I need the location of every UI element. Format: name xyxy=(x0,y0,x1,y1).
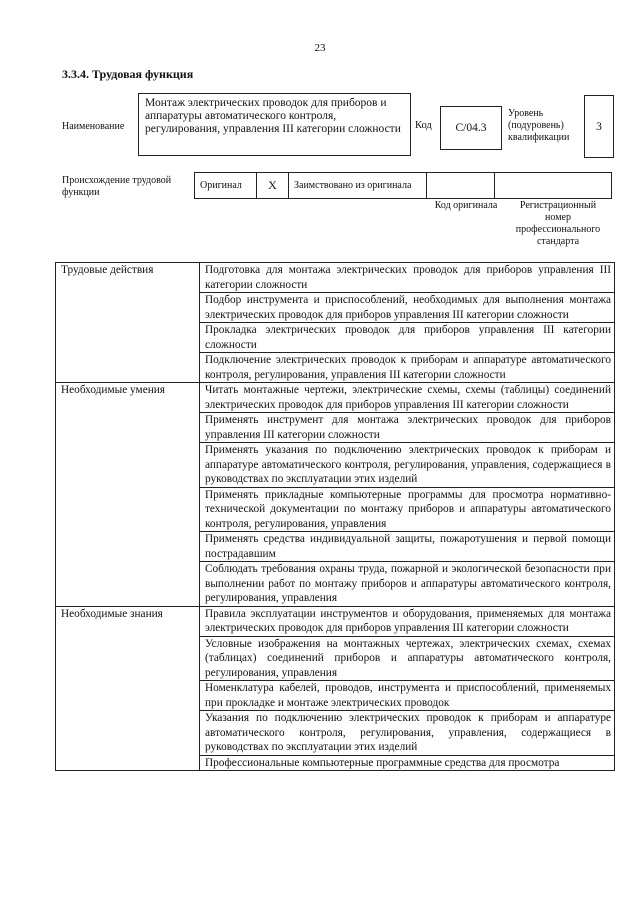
table-row xyxy=(56,263,615,293)
code-value: С/04.3 xyxy=(440,106,502,150)
code-original-cell xyxy=(427,173,495,199)
original-label: Оригинал xyxy=(195,173,257,199)
section-title: 3.3.4. Трудовая функция xyxy=(62,67,194,81)
level-label xyxy=(508,108,578,144)
section-heading: Необходимые умения xyxy=(56,383,200,607)
section-heading: Трудовые действия xyxy=(56,263,200,383)
table-cell: Номенклатура кабелей, проводов, инструмента и приспособлений, применяемых при прокладке и монтаже электрических проводок xyxy=(200,681,615,711)
name-value: Монтаж электрических проводок для приборов и аппаратуры автоматического контроля, регулирования, управления III категории сложности xyxy=(138,93,411,156)
original-mark: X xyxy=(257,173,289,199)
table-cell: Соблюдать требования охраны труда, пожарной и экологической безопасности при выполнении работ по монтажу приборов и аппаратуры автоматического контроля, регулирования, управления xyxy=(200,562,615,607)
table-cell: Применять средства индивидуальной защиты, пожаротушения и первой помощи пострадавшим xyxy=(200,532,615,562)
table-cell: Профессиональные компьютерные программные средства для просмотра xyxy=(200,755,615,771)
origin-label: Происхождение трудовой функции xyxy=(62,175,172,198)
table-cell: Условные изображения на монтажных чертежах, электрических схемах, схемах (таблицах) соединений приборов и аппаратуры автоматического контроля, регулирования, управления xyxy=(200,636,615,681)
code-label: Код xyxy=(415,120,432,131)
code-original-label: Код оригинала xyxy=(434,200,498,211)
table-row xyxy=(56,383,615,413)
table-cell: Прокладка электрических проводок для приборов управления III категории сложности xyxy=(200,323,615,353)
table-row xyxy=(56,606,615,636)
reg-number-label: Регистрационный номер профессионального стандарта xyxy=(515,200,601,247)
table-cell: Применять прикладные компьютерные программы для просмотра нормативно-технической документации по монтажу приборов и аппаратуры автоматического контроля, регулирования, управления xyxy=(200,487,615,532)
reg-number-cell xyxy=(495,173,612,199)
table-cell: Применять инструмент для монтажа электрических проводок для приборов управления III категории сложности xyxy=(200,413,615,443)
level-label-text: Уровень (подуровень) квалификации xyxy=(508,108,570,143)
borrowed-label: Заимствовано из оригинала xyxy=(289,173,427,199)
level-value: 3 xyxy=(584,95,614,158)
page-number: 23 xyxy=(314,42,326,54)
origin-table xyxy=(194,172,612,199)
table-cell: Подбор инструмента и приспособлений, необходимых для выполнения монтажа электрических проводок для приборов управления III категории сложности xyxy=(200,293,615,323)
table-cell: Подготовка для монтажа электрических проводок для приборов управления III категории сложности xyxy=(200,263,615,293)
table-cell: Указания по подключению электрических проводок к приборам и аппаратуре автоматического контроля, регулирования, управления, содержащиеся в руководствах по эксплуатации этих изделий xyxy=(200,711,615,756)
section-heading: Необходимые знания xyxy=(56,606,200,771)
table-cell: Подключение электрических проводок к приборам и аппаратуре автоматического контроля, регулирования, управления III категории сложности xyxy=(200,353,615,383)
table-cell: Правила эксплуатации инструментов и оборудования, применяемых для монтажа электрических проводок для приборов управления III категории сложности xyxy=(200,606,615,636)
function-table xyxy=(55,262,615,771)
table-cell: Читать монтажные чертежи, электрические схемы, схемы (таблицы) соединений электрических проводок для приборов управления III категории сложности xyxy=(200,383,615,413)
name-label: Наименование xyxy=(62,121,125,132)
table-cell: Применять указания по подключению электрических проводок к приборам и аппаратуре автоматического контроля, регулирования, управления, содержащиеся в руководствах по эксплуатации этих изделий xyxy=(200,443,615,488)
